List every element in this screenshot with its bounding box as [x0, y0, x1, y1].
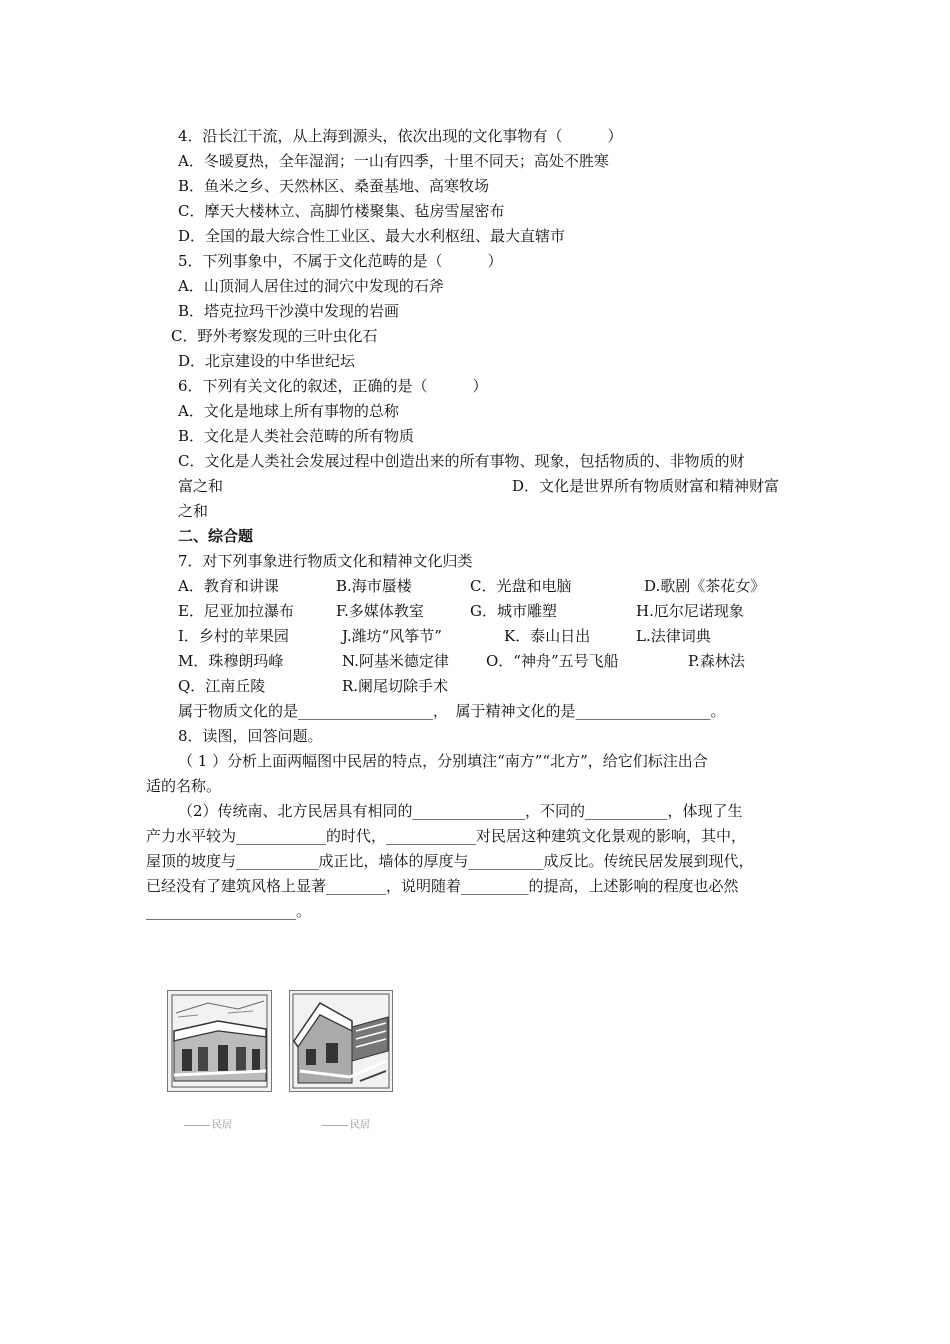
- q5-option-c: C．野外考察发现的三叶虫化石: [171, 327, 378, 345]
- dwelling-left-illustration: [168, 991, 271, 1091]
- q7-item: N.阿基米德定律: [342, 652, 449, 670]
- q7-item: A．教育和讲课: [178, 577, 279, 595]
- q6-option-d-line1: D．文化是世界所有物质财富和精神财富: [512, 477, 780, 495]
- q8-part2-line2: 产力水平较为____________的时代，____________对民居这种建筑文化景观的影响，其中，: [146, 827, 747, 845]
- q8-stem: 8．读图，回答问题。: [178, 727, 323, 745]
- q5-option-b: B．塔克拉玛干沙漠中发现的岩画: [178, 302, 400, 320]
- q7-item: K．泰山日出: [504, 627, 591, 645]
- q7-item: M．珠穆朗玛峰: [178, 652, 284, 670]
- q6-option-c-line1: C．文化是人类社会发展过程中创造出来的所有事物、现象，包括物质的、非物质的财: [178, 452, 745, 470]
- q6-option-b: B．文化是人类社会范畴的所有物质: [178, 427, 415, 445]
- q8-part2-line5: ____________________。: [146, 902, 312, 920]
- q4-option-d: D．全国的最大综合性工业区、最大水利枢纽、最大直辖市: [178, 227, 566, 245]
- q6-stem: 6．下列有关文化的叙述，正确的是（ ）: [178, 377, 488, 395]
- q6-option-d-line2: 之和: [178, 502, 209, 520]
- q7-item: J.潍坊“风筝节”: [342, 627, 442, 645]
- left-caption-text: 民居: [212, 1120, 232, 1131]
- q6-option-a: A．文化是地球上所有事物的总称: [178, 402, 399, 420]
- right-figure-caption: [322, 1120, 370, 1132]
- q7-item: E．尼亚加拉瀑布: [178, 602, 294, 620]
- q5-option-d: D．北京建设的中华世纪坛: [178, 352, 356, 370]
- q8-part2-line4: 已经没有了建筑风格上显著________，说明随着_________的提高，上述影响的程度也必然: [146, 877, 739, 895]
- caption-blank: [184, 1125, 210, 1126]
- q7-item: C．光盘和电脑: [470, 577, 572, 595]
- q7-item: Q．江南丘陵: [178, 677, 266, 695]
- q7-item: O．“神舟”五号飞船: [486, 652, 619, 670]
- q7-item: P.森林法: [688, 652, 745, 670]
- q4-option-a: A．冬暖夏热，全年湿润；一山有四季，十里不同天；高处不胜寒: [178, 152, 609, 170]
- q5-stem: 5．下列事象中，不属于文化范畴的是（ ）: [178, 252, 503, 270]
- q7-item: B.海市蜃楼: [336, 577, 412, 595]
- dwelling-right-illustration: [290, 991, 392, 1091]
- q7-item: L.法律词典: [636, 627, 711, 645]
- q7-item: I．乡村的苹果园: [178, 627, 289, 645]
- section-heading: 二、综合题: [178, 527, 254, 545]
- right-caption-text: 民居: [350, 1120, 370, 1131]
- left-figure-caption: [184, 1120, 232, 1132]
- q7-item: R.阑尾切除手术: [342, 677, 449, 695]
- q7-item: D.歌剧《茶花女》: [644, 577, 766, 595]
- q6-option-c-line2: 富之和: [178, 477, 224, 495]
- dwelling-photo-left: [167, 990, 272, 1092]
- q4-option-b: B．鱼米之乡、天然林区、桑蚕基地、高寒牧场: [178, 177, 490, 195]
- q4-option-c: C．摩天大楼林立、高脚竹楼聚集、毡房雪屋密布: [178, 202, 505, 220]
- q7-stem: 7．对下列事象进行物质文化和精神文化归类: [178, 552, 473, 570]
- caption-blank: [322, 1125, 348, 1126]
- q7-item: H.厄尔尼诺现象: [636, 602, 744, 620]
- q7-item: F.多媒体教室: [336, 602, 424, 620]
- q4-stem: 4．沿长江干流，从上海到源头，依次出现的文化事物有（ ）: [178, 127, 623, 145]
- q8-part2-line3: 屋顶的坡度与___________成正比，墙体的厚度与__________成反比。传统民居发展到现代，: [146, 852, 754, 870]
- q5-option-a: A．山顶洞人居住过的洞穴中发现的石斧: [178, 277, 444, 295]
- q7-answer-line: 属于物质文化的是__________________， 属于精神文化的是__________________。: [178, 702, 726, 720]
- q8-part1-line2: 适的名称。: [146, 777, 222, 795]
- dwelling-photo-right: [289, 990, 393, 1092]
- q7-item: G．城市雕塑: [470, 602, 557, 620]
- q8-part2-line1: （2）传统南、北方民居具有相同的_______________，不同的___________，体现了生: [178, 802, 743, 820]
- q8-part1-line1: （ 1 ）分析上面两幅图中民居的特点，分别填注“南方”“北方”，给它们标注出合: [178, 752, 708, 770]
